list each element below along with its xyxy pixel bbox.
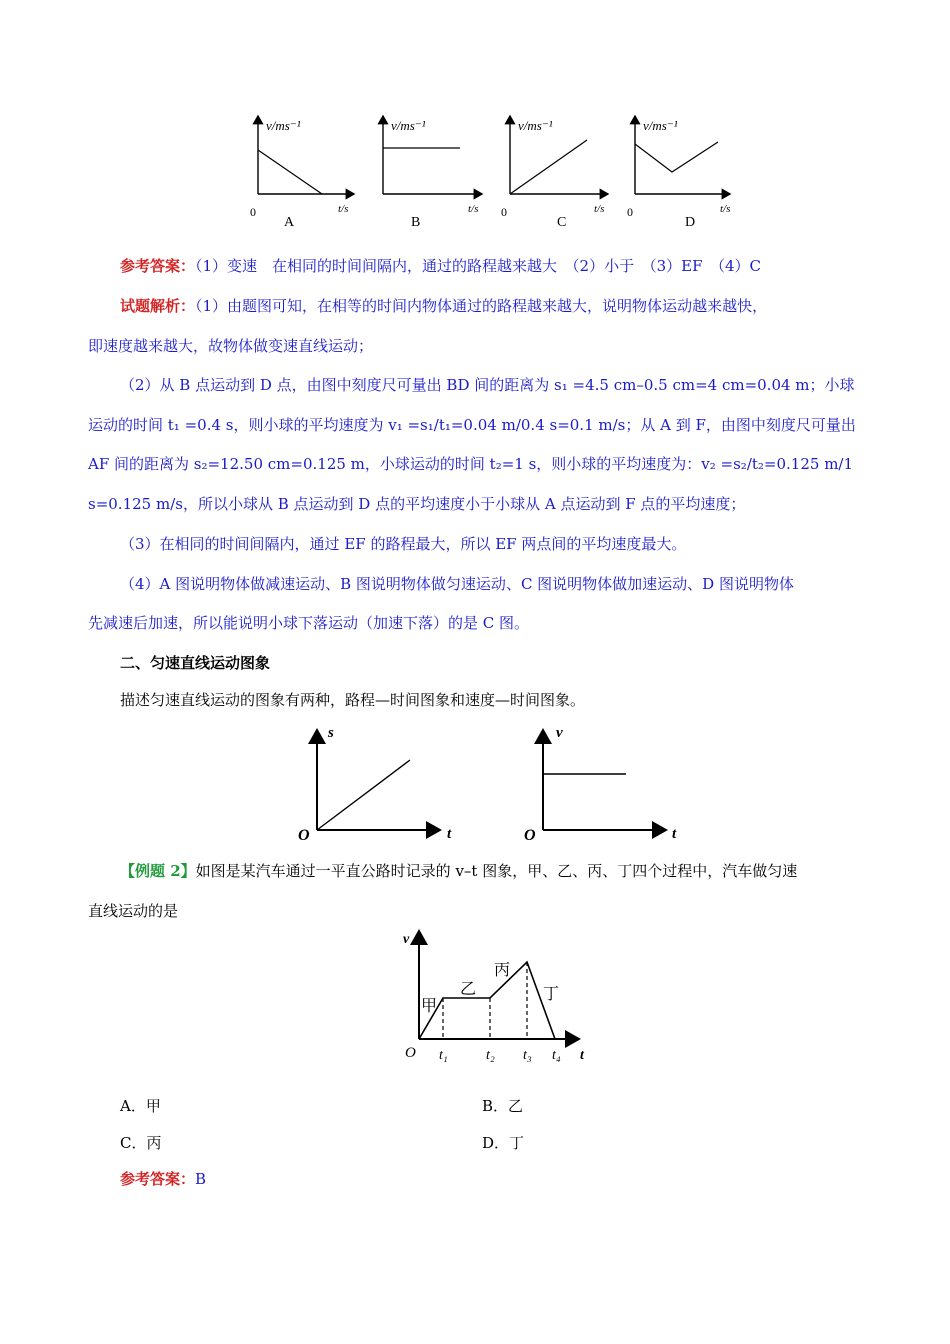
graph-panel-c — [501, 116, 608, 230]
example-label: 【例题 2】 — [120, 862, 196, 880]
answer-value: B — [195, 1170, 207, 1188]
answer-label: 参考答案： — [120, 1170, 196, 1188]
tick-t4: t₄ — [552, 1048, 561, 1063]
axis-label-t: t/s — [468, 203, 479, 215]
analysis-line-8: （4）A 图说明物体做减速运动、B 图说明物体做匀速运动、C 图说明物体做加速运动、D 图说明物体 — [120, 575, 794, 593]
vt-graphs-abcd — [230, 108, 750, 238]
graph-st — [298, 725, 452, 844]
analysis-label: 试题解析： — [120, 297, 196, 315]
axis-label-s: s — [328, 725, 334, 741]
answer-1 — [120, 255, 900, 276]
graph-panel-a — [250, 116, 354, 230]
answer-2 — [120, 1168, 900, 1189]
axis-label-t: t — [672, 826, 677, 842]
example-2-line-2: 直线运动的是 — [88, 902, 179, 920]
analysis-line-9: 先减速后加速，所以能说明小球下落运动（加速下落）的是 C 图。 — [88, 614, 530, 632]
panel-label-c: C — [557, 215, 567, 230]
segment-jia: 甲 — [421, 998, 438, 1015]
option-c[interactable]: C．丙 — [120, 1134, 162, 1152]
segment-ding: 丁 — [543, 986, 560, 1003]
axis-label-v: v/ms⁻¹ — [643, 118, 678, 133]
panel-label-a: A — [284, 215, 295, 230]
axis-label-t: t/s — [338, 203, 349, 215]
origin-label: O — [298, 827, 310, 844]
origin-label: 0 — [250, 205, 256, 219]
example-2-line-1: 【例题 2】如图是某汽车通过一平直公路时记录的 v–t 图象，甲、乙、丙、丁四个过程中，汽车做匀速 — [120, 862, 798, 880]
origin-label: 0 — [501, 205, 507, 219]
origin-label: 0 — [627, 205, 633, 219]
example-vt-graph — [395, 925, 595, 1065]
tick-t1: t₁ — [439, 1048, 448, 1063]
axis-label-t: t — [580, 1048, 584, 1063]
analysis-line-4: 运动的时间 t₁ =0.4 s，则小球的平均速度为 v₁ =s₁/t₁=0.04 m/0.4 s=0.1 m/s；从 A 到 F，由图中刻度尺可量出 — [88, 416, 856, 434]
analysis-line-7: （3）在相同的时间间隔内，通过 EF 的路程最大，所以 EF 两点间的平均速度最大。 — [120, 535, 687, 553]
tick-t3: t₃ — [523, 1048, 532, 1063]
axis-label-v: v/ms⁻¹ — [518, 118, 553, 133]
uniform-motion-graphs — [290, 720, 690, 845]
graph-vt — [524, 725, 677, 844]
axis-label-v: v/ms⁻¹ — [266, 118, 301, 133]
analysis-line-5: AF 间的距离为 s₂=12.50 cm=0.125 m，小球运动的时间 t₂=1 s，则小球的平均速度为：v₂ =s₂/t₂=0.125 m/1 — [88, 455, 854, 473]
graph-panel-d — [627, 116, 730, 230]
axis-label-v: v — [403, 932, 410, 947]
section-heading: 二、匀速直线运动图象 — [120, 654, 271, 672]
segment-yi: 乙 — [460, 981, 477, 998]
answer-label: 参考答案： — [120, 257, 196, 275]
analysis-line-2: 即速度越来越大，故物体做变速直线运动； — [88, 337, 374, 355]
axis-label-t: t/s — [720, 203, 731, 215]
analysis-line-1: 试题解析：（1）由题图可知，在相等的时间内物体通过的路程越来越大，说明物体运动越来越快， — [120, 297, 768, 315]
origin-label: O — [405, 1045, 416, 1061]
segment-bing: 丙 — [494, 962, 511, 979]
analysis-line-6: s=0.125 m/s，所以小球从 B 点运动到 D 点的平均速度小于小球从 A 点运动到 F 点的平均速度； — [88, 495, 746, 513]
analysis-line-3: （2）从 B 点运动到 D 点，由图中刻度尺可量出 BD 间的距离为 s₁ =4.5 cm–0.5 cm=4 cm=0.04 m；小球 — [120, 376, 855, 394]
answer-text: （1）变速 在相同的时间间隔内，通过的路程越来越大 （2）小于 （3）EF （4）C — [195, 257, 762, 275]
origin-label: O — [524, 827, 536, 844]
option-d[interactable]: D．丁 — [482, 1134, 525, 1152]
axis-label-v: v — [556, 725, 563, 741]
option-a[interactable]: A．甲 — [120, 1097, 161, 1115]
axis-label-t: t — [447, 826, 452, 842]
axis-label-t: t/s — [594, 203, 605, 215]
panel-label-b: B — [411, 215, 421, 230]
graph-panel-b — [383, 116, 482, 230]
axis-label-v: v/ms⁻¹ — [391, 118, 426, 133]
section-intro: 描述匀速直线运动的图象有两种，路程—时间图象和速度—时间图象。 — [120, 691, 586, 709]
tick-t2: t₂ — [486, 1048, 495, 1063]
option-b[interactable]: B．乙 — [482, 1097, 524, 1115]
panel-label-d: D — [685, 215, 696, 230]
